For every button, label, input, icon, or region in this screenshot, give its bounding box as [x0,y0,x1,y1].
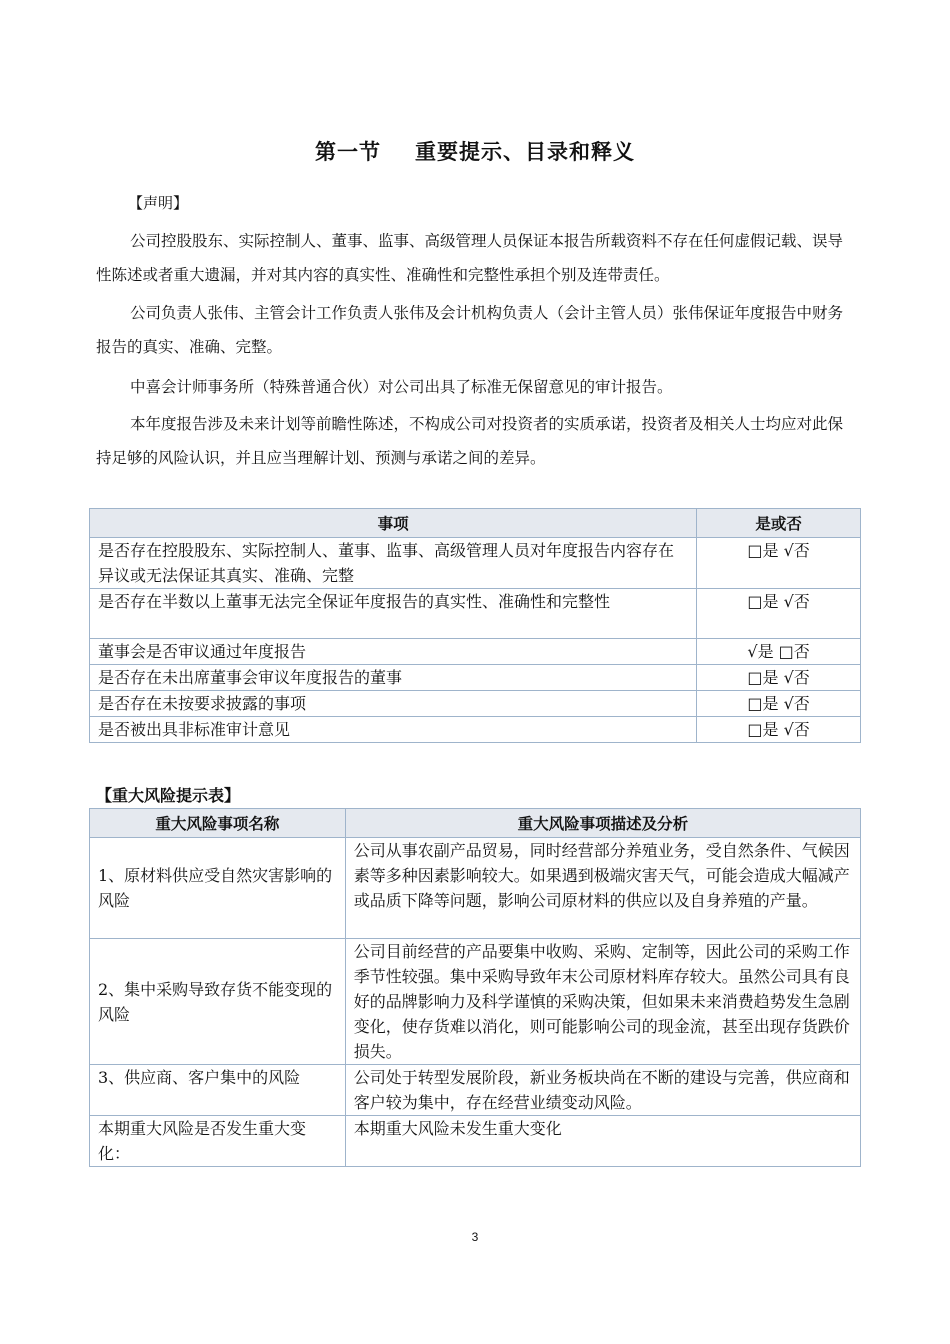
matter-answer: □是 √否 [697,691,861,717]
page-number: 3 [471,1230,479,1244]
matter-answer: □是 √否 [697,665,861,691]
risk-header-desc: 重大风险事项描述及分析 [345,809,860,838]
statement-paragraph: 公司控股股东、实际控制人、董事、监事、高级管理人员保证本报告所载资料不存在任何虚假记载、误导性陈述或者重大遗漏，并对其内容的真实性、准确性和完整性承担个别及连带责任。 [96,232,844,284]
risk-name: 本期重大风险是否发生重大变化： [90,1116,346,1167]
matters-header-item: 事项 [90,509,697,538]
matter-item: 是否存在控股股东、实际控制人、董事、监事、高级管理人员对年度报告内容存在异议或无法保证其真实、准确、完整 [90,538,697,589]
matter-item: 董事会是否审议通过年度报告 [90,639,697,665]
statement-label: 【声明】 [128,194,189,212]
page-title [0,136,950,166]
risk-desc: 公司目前经营的产品要集中收购、采购、定制等，因此公司的采购工作季节性较强。集中采购导致年末公司原材料库存较大。虽然公司具有良好的品牌影响力及科学谨慎的采购决策，但如果未来消费趋势发生急剧变化，使存货难以消化，则可能影响公司的现金流，甚至出现存货跌价损失。 [345,939,860,1065]
matter-answer: □是 √否 [697,717,861,743]
matter-item: 是否存在未按要求披露的事项 [90,691,697,717]
matter-answer: □是 √否 [697,589,861,639]
risk-name: 2、集中采购导致存货不能变现的风险 [90,939,346,1065]
statement-paragraph: 公司负责人张伟、主管会计工作负责人张伟及会计机构负责人（会计主管人员）张伟保证年度报告中财务报告的真实、准确、完整。 [96,304,844,356]
risk-header-name: 重大风险事项名称 [90,809,346,838]
risk-desc: 本期重大风险未发生重大变化 [345,1116,860,1167]
section-number: 第一节 [315,140,381,164]
matters-header-answer: 是或否 [697,509,861,538]
matter-item: 是否存在未出席董事会审议年度报告的董事 [90,665,697,691]
matter-item: 是否被出具非标准审计意见 [90,717,697,743]
matter-answer: □是 √否 [697,538,861,589]
matters-table [89,508,861,743]
matter-item: 是否存在半数以上董事无法完全保证年度报告的真实性、准确性和完整性 [90,589,697,639]
risk-table-label: 【重大风险提示表】 [96,786,241,805]
risk-desc: 公司处于转型发展阶段，新业务板块尚在不断的建设与完善，供应商和客户较为集中，存在经营业绩变动风险。 [345,1065,860,1116]
statement-paragraph: 本年度报告涉及未来计划等前瞻性陈述，不构成公司对投资者的实质承诺，投资者及相关人士均应对此保持足够的风险认识，并且应当理解计划、预测与承诺之间的差异。 [96,415,844,467]
statement-paragraph: 中喜会计师事务所（特殊普通合伙）对公司出具了标准无保留意见的审计报告。 [130,378,673,396]
risk-name: 3、供应商、客户集中的风险 [90,1065,346,1116]
section-title: 重要提示、目录和释义 [415,140,635,164]
risk-desc: 公司从事农副产品贸易，同时经营部分养殖业务，受自然条件、气候因素等多种因素影响较大。如果遇到极端灾害天气，可能会造成大幅减产或品质下降等问题，影响公司原材料的供应以及自身养殖的产量。 [345,838,860,939]
matter-answer: √是 □否 [697,639,861,665]
risk-table [89,808,861,1167]
risk-name: 1、原材料供应受自然灾害影响的风险 [90,838,346,939]
